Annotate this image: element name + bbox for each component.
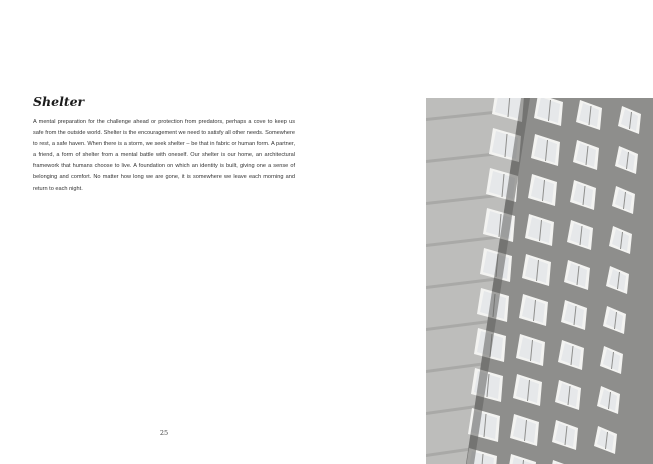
page-number: 25: [159, 429, 169, 437]
page-title: Shelter: [33, 94, 85, 109]
body-paragraph: A mental preparation for the challenge ahead or protection from predators, perhaps a cove to keep us safe from the outside world. Shelter is the encouragement we need to satisfy all other needs. Somewhere to rest, a safe haven. When there is a storm, we seek shelter – be that in fabric or human form. A partner, a friend, a form of shelter from a mental battle with oneself. Our shelter is our home, an architectural framework that humans choose to live. A foundation on which an identity is built, giving one a sense of belonging and comfort. No matter how long we are gone, it is somewhere we leave each morning and return to each night.: [33, 119, 295, 192]
building-facade-photo: [426, 98, 653, 464]
facade-illustration: [426, 98, 653, 464]
